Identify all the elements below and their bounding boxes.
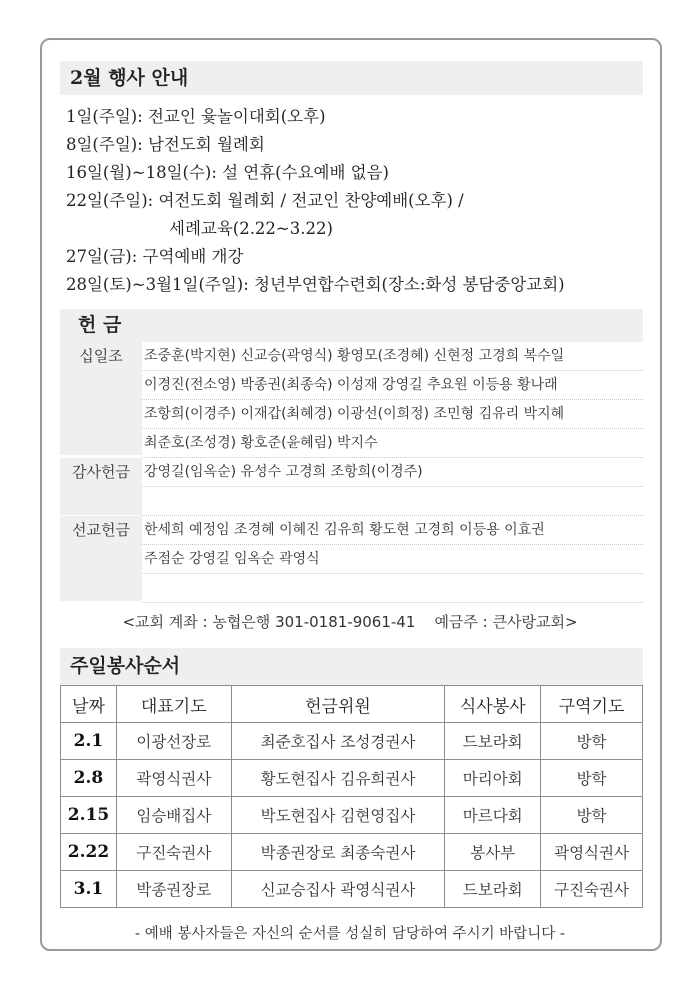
offering-label: 십일조 [60, 342, 142, 455]
duty-header-row [61, 686, 643, 723]
offering-names: 한세희 예정임 조경혜 이혜진 김유희 황도현 고경희 이등용 이효권 [142, 516, 643, 545]
duty-district: 방학 [541, 797, 643, 834]
column-header: 날짜 [61, 686, 117, 723]
duty-district: 구진숙권사 [541, 871, 643, 908]
event-item: 1일(주일): 전교인 윷놀이대회(오후) [66, 107, 326, 126]
offering-names: 강영길(임옥순) 유성수 고경희 조항희(이경주) [142, 458, 643, 487]
column-header: 헌금위원 [231, 686, 445, 723]
offering-names [142, 574, 643, 603]
table-row [61, 723, 643, 760]
duty-prayer: 곽영식권사 [116, 760, 231, 797]
duty-offering: 박도현집사 김현영집사 [231, 797, 445, 834]
offering-names [142, 487, 643, 516]
table-row [61, 797, 643, 834]
duty-date: 2.22 [61, 834, 117, 871]
column-header: 구역기도 [541, 686, 643, 723]
duty-meal: 드보라회 [445, 723, 541, 760]
duty-date: 2.8 [61, 760, 117, 797]
duty-date: 2.15 [61, 797, 117, 834]
duty-date: 3.1 [61, 871, 117, 908]
offering-names: 주점순 강영길 임옥순 곽영식 [142, 545, 643, 574]
event-item: 22일(주일): 여전도회 월례회 / 전교인 찬양예배(오후) / [66, 191, 464, 210]
duty-meal: 드보라회 [445, 871, 541, 908]
offering-names: 조항희(이경주) 이재갑(최혜경) 이광선(이희정) 조민형 김유리 박지혜 [142, 400, 643, 429]
table-row [61, 760, 643, 797]
offering-names: 이경진(전소영) 박종권(최종숙) 이성재 강영길 추요원 이등용 황나래 [142, 371, 643, 400]
offering-title: 헌 금 [60, 309, 643, 342]
duty-district: 방학 [541, 760, 643, 797]
table-row [61, 834, 643, 871]
duty-prayer: 이광선장로 [116, 723, 231, 760]
duty-offering: 신교승집사 곽영식권사 [231, 871, 445, 908]
church-account: <교회 계좌 : 농협은행 301-0181-9061-41 예금주 : 큰사랑교회> [122, 613, 578, 631]
offering-thanks [60, 458, 643, 516]
duty-offering: 황도현집사 김유희권사 [231, 760, 445, 797]
event-item-continued: 세례교육(2.22~3.22) [169, 219, 333, 238]
offering-mission [60, 516, 643, 603]
footer-note: - 예배 봉사자들은 자신의 순서를 성실히 담당하여 주시기 바랍니다 - [134, 926, 566, 942]
event-item: 28일(토)~3월1일(주일): 청년부연합수련회(장소:화성 봉담중앙교회) [66, 275, 565, 294]
event-item: 16일(월)~18일(수): 설 연휴(수요예배 없음) [66, 163, 389, 182]
duty-prayer: 구진숙권사 [116, 834, 231, 871]
duty-date: 2.1 [61, 723, 117, 760]
offering-names: 최준호(조성경) 황호준(윤혜림) 박지수 [142, 429, 643, 458]
offering-section [60, 342, 643, 603]
duty-meal: 봉사부 [445, 834, 541, 871]
events-list [66, 103, 646, 299]
duty-table [60, 685, 643, 908]
offering-label: 감사헌금 [60, 458, 142, 515]
duty-meal: 마리아회 [445, 760, 541, 797]
table-row [61, 871, 643, 908]
duty-prayer: 임승배집사 [116, 797, 231, 834]
duty-prayer: 박종권장로 [116, 871, 231, 908]
duty-offering: 박종권장로 최종숙권사 [231, 834, 445, 871]
column-header: 식사봉사 [445, 686, 541, 723]
event-item: 8일(주일): 남전도회 월례회 [66, 135, 265, 154]
column-header: 대표기도 [116, 686, 231, 723]
duty-district: 곽영식권사 [541, 834, 643, 871]
duty-meal: 마르다회 [445, 797, 541, 834]
offering-tithe [60, 342, 643, 458]
duty-offering: 최준호집사 조성경권사 [231, 723, 445, 760]
event-item: 27일(금): 구역예배 개강 [66, 247, 244, 266]
duty-title: 주일봉사순서 [60, 648, 643, 685]
offering-names: 조중훈(박지현) 신교승(곽영식) 황영모(조경혜) 신현정 고경희 복수일 [142, 342, 643, 371]
events-title: 2월 행사 안내 [60, 61, 643, 95]
duty-district: 방학 [541, 723, 643, 760]
offering-label: 선교헌금 [60, 516, 142, 601]
